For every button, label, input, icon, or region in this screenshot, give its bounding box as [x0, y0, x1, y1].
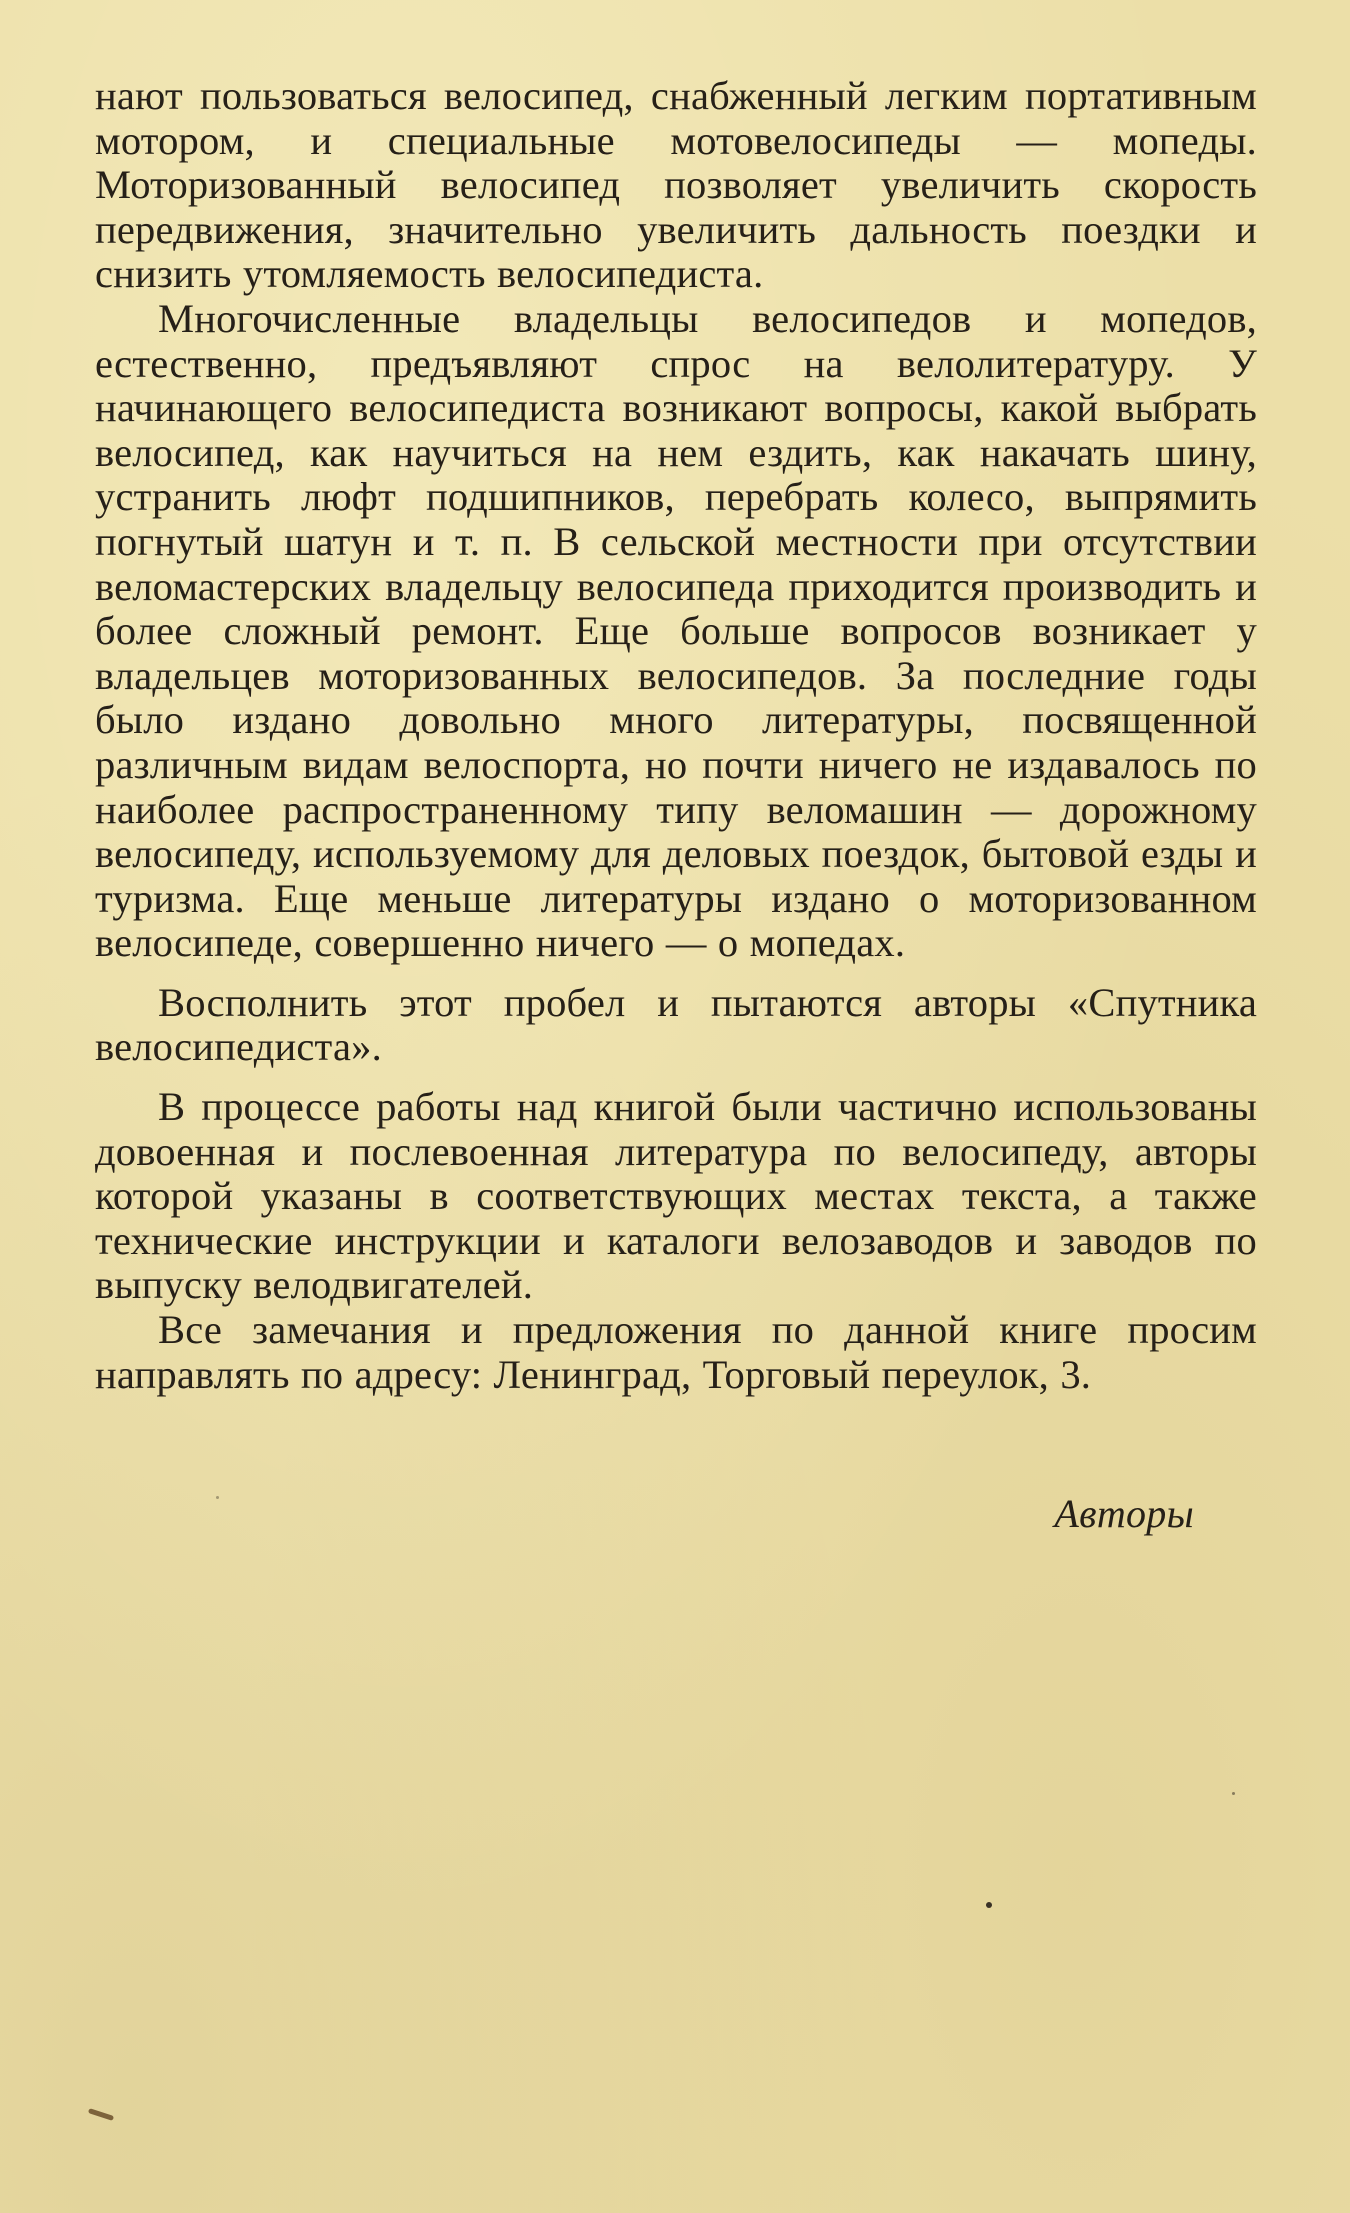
text-block: [95, 74, 1257, 1397]
paragraph-owners-questions: Многочисленные владельцы велосипедов и мопедов, естественно, предъявляют спрос на велолитературу. У начинающего велосипедиста возникают вопросы, какой выбрать велосипед, как научиться на нем ездить, как накачать шину, устранить люфт подшипников, перебрать колесо, выпрямить погнутый шатун и т. п. В сельской местности при отсутствии веломастерских владельцу велосипеда приходится производить и более сложный ремонт. Еще больше вопросов возникает у владельцев моторизованных велосипедов. За последние годы было издано довольно много литературы, посвященной различным видам велоспорта, но почти ничего не издавалось по наиболее распространенному типу веломашин — дорожному велосипеду, используемому для деловых поездок, бытовой езды и туризма. Еще меньше литературы издано о моторизованном велосипеде, совершенно ничего — о мопедах.: [95, 295, 1257, 966]
paper-speck: [986, 1902, 992, 1908]
paper-mark: [88, 2108, 114, 2121]
paragraph-sources: В процессе работы над книгой были частично использованы довоенная и послевоенная литература по велосипеду, авторы которой указаны в соответствующих местах текста, а также технические инструкции и каталоги велозаводов и заводов по выпуску велодвигателей.: [95, 1084, 1257, 1308]
paragraph-book-purpose: Восполнить этот пробел и пытаются авторы «Спутника велосипедиста».: [95, 979, 1257, 1070]
paragraph-continuation: нают пользоваться велосипед, снабженный легким портативным мотором, и специальные мотовелосипеды — мопеды. Моторизованный велосипед позволяет увеличить скорость передвижения, значительно увеличить дальность поездки и снизить утомляемость велосипедиста.: [95, 73, 1257, 297]
authors-signature: Авторы: [1054, 1491, 1194, 1536]
paper-speck: [216, 1496, 219, 1499]
paper-speck: [1232, 1792, 1235, 1795]
paragraph-feedback-address: Все замечания и предложения по данной книге просим направлять по адресу: Ленинград, Торговый переулок, 3.: [95, 1307, 1257, 1397]
